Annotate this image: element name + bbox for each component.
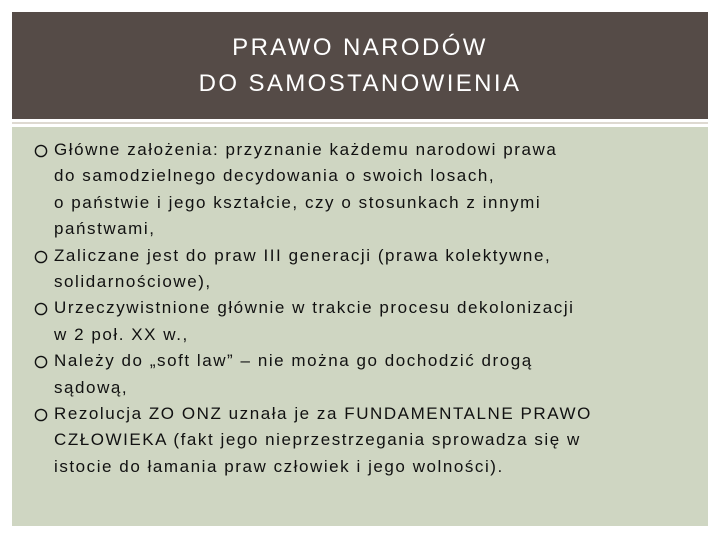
bullet-text-line: Urzeczywistnione głównie w trakcie procesu dekolonizacji [54, 298, 575, 318]
bullet-text-line: o państwie i jego kształcie, czy o stosunkach z innymi [54, 192, 542, 212]
bullet-text-line: Rezolucja ZO ONZ uznała je za FUNDAMENTALNE PRAWO [54, 404, 592, 424]
circle-bullet-icon [34, 302, 48, 316]
content-panel [12, 127, 708, 526]
bullet-item [32, 348, 692, 401]
bullet-item [32, 137, 692, 243]
bullet-text-line: Zaliczane jest do praw III generacji (prawa kolektywne, [54, 245, 552, 265]
bullet-text-line: do samodzielnego decydowania o swoich losach, [54, 166, 496, 186]
bullet-list [32, 137, 692, 480]
bullet-text-line: istocie do łamania praw człowiek i jego wolności). [54, 456, 504, 476]
circle-bullet-icon [34, 250, 48, 264]
bullet-text-line: sądową, [54, 377, 129, 397]
bullet-text-line: w 2 poł. XX w., [54, 324, 189, 344]
bullet-text-line: solidarnościowe), [54, 272, 212, 292]
bullet-item [32, 243, 692, 296]
circle-bullet-icon [34, 144, 48, 158]
bullet-item [32, 295, 692, 348]
circle-bullet-icon [34, 355, 48, 369]
bullet-text-line: Główne założenia: przyznanie każdemu narodowi prawa [54, 140, 558, 159]
title-line-2: DO SAMOSTANOWIENIA [198, 69, 522, 97]
bullet-text-line: Należy do „soft law” – nie można go dochodzić drogą [54, 351, 533, 371]
bullet-item [32, 401, 692, 480]
title-line-1: PRAWO NARODÓW [232, 33, 488, 61]
title-band [12, 12, 708, 119]
bullet-text-line: CZŁOWIEKA (fakt jego nieprzestrzegania sprowadza się w [54, 430, 581, 450]
circle-bullet-icon [34, 408, 48, 422]
bullet-text-line: państwami, [54, 219, 156, 239]
divider [12, 122, 708, 124]
